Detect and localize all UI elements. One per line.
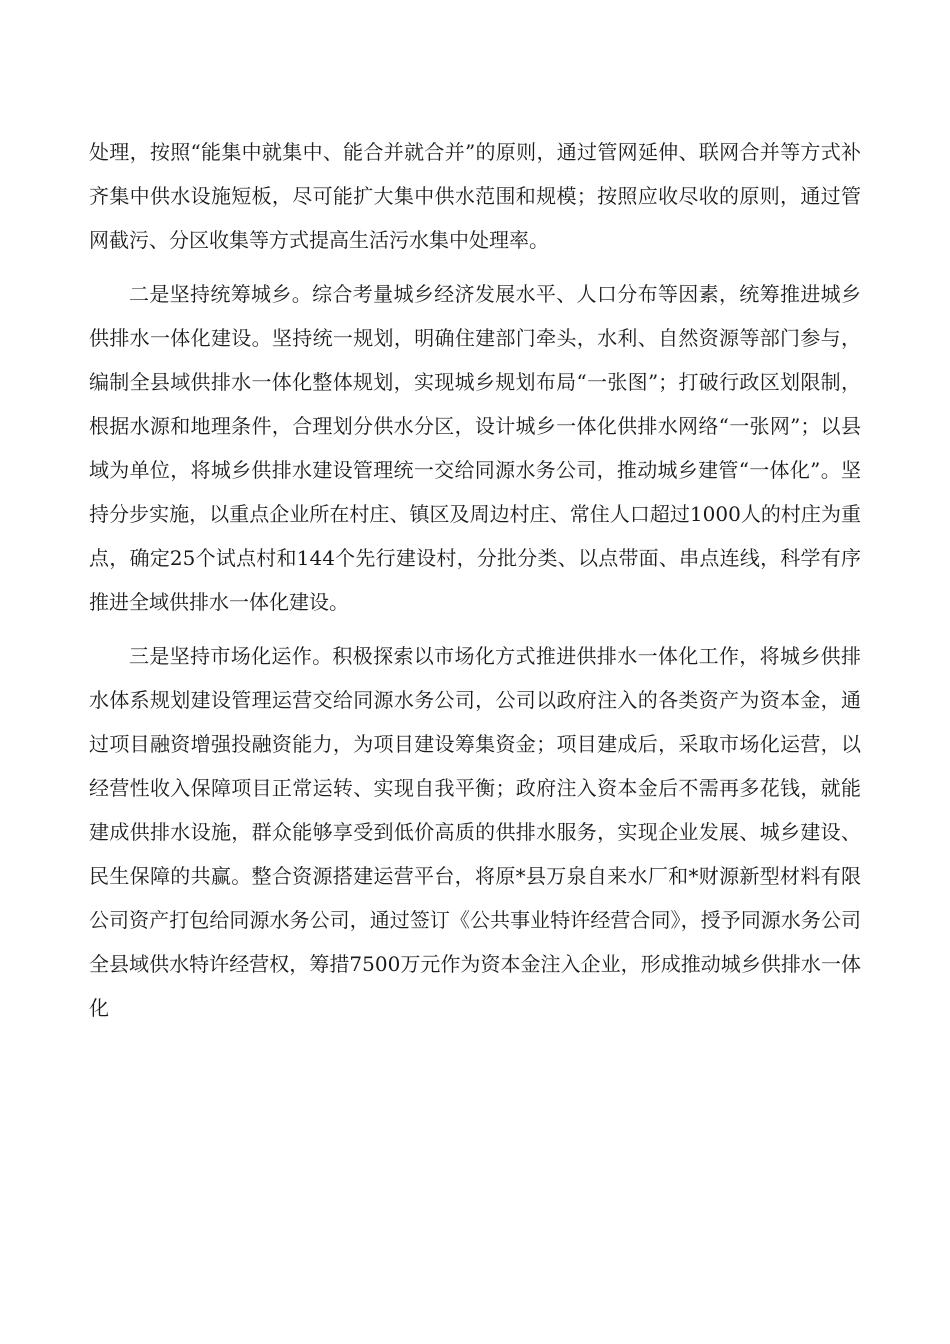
paragraph-urban-rural: 二是坚持统筹城乡。综合考量城乡经济发展水平、人口分布等因素，统筹推进城乡供排水一体化建设。坚持统一规划，明确住建部门牵头，水利、自然资源等部门参与，编制全县域供排水一体化整体规划，实现城乡规划布局“一张图”；打破行政区划限制，根据水源和地理条件，合理划分供水分区，设计城乡一体化供排水网络“一张网”；以县域为单位，将城乡供排水建设管理统一交给同源水务公司，推动城乡建管“一体化”。坚持分步实施，以重点企业所在村庄、镇区及周边村庄、常住人口超过1000人的村庄为重点，确定25个试点村和144个先行建设村，分批分类、以点带面、串点连线，科学有序推进全域供排水一体化建设。 <box>89 282 861 614</box>
paragraph-market-operation: 三是坚持市场化运作。积极探索以市场化方式推进供排水一体化工作，将城乡供排水体系规划建设管理运营交给同源水务公司，公司以政府注入的各类资产为资本金，通过项目融资增强投融资能力，为项目建设筹集资金；项目建成后，采取市场化运营，以经营性收入保障项目正常运转、实现自我平衡；政府注入资本金后不需再多花钱，就能建成供排水设施，群众能够享受到低价高质的供排水服务，实现企业发展、城乡建设、民生保障的共赢。整合资源搭建运营平台，将原*县万泉自来水厂和*财源新型材料有限公司资产打包给同源水务公司，通过签订《公共事业特许经营合同》，授予同源水务公司全县域供水特许经营权，筹措7500万元作为资本金注入企业，形成推动城乡供排水一体化 <box>89 644 861 1020</box>
document-body <box>89 130 861 1040</box>
paragraph-continued: 处理，按照“能集中就集中、能合并就合并”的原则，通过管网延伸、联网合并等方式补齐集中供水设施短板，尽可能扩大集中供水范围和规模；按照应收尽收的原则，通过管网截污、分区收集等方式提高生活污水集中处理率。 <box>89 140 861 252</box>
